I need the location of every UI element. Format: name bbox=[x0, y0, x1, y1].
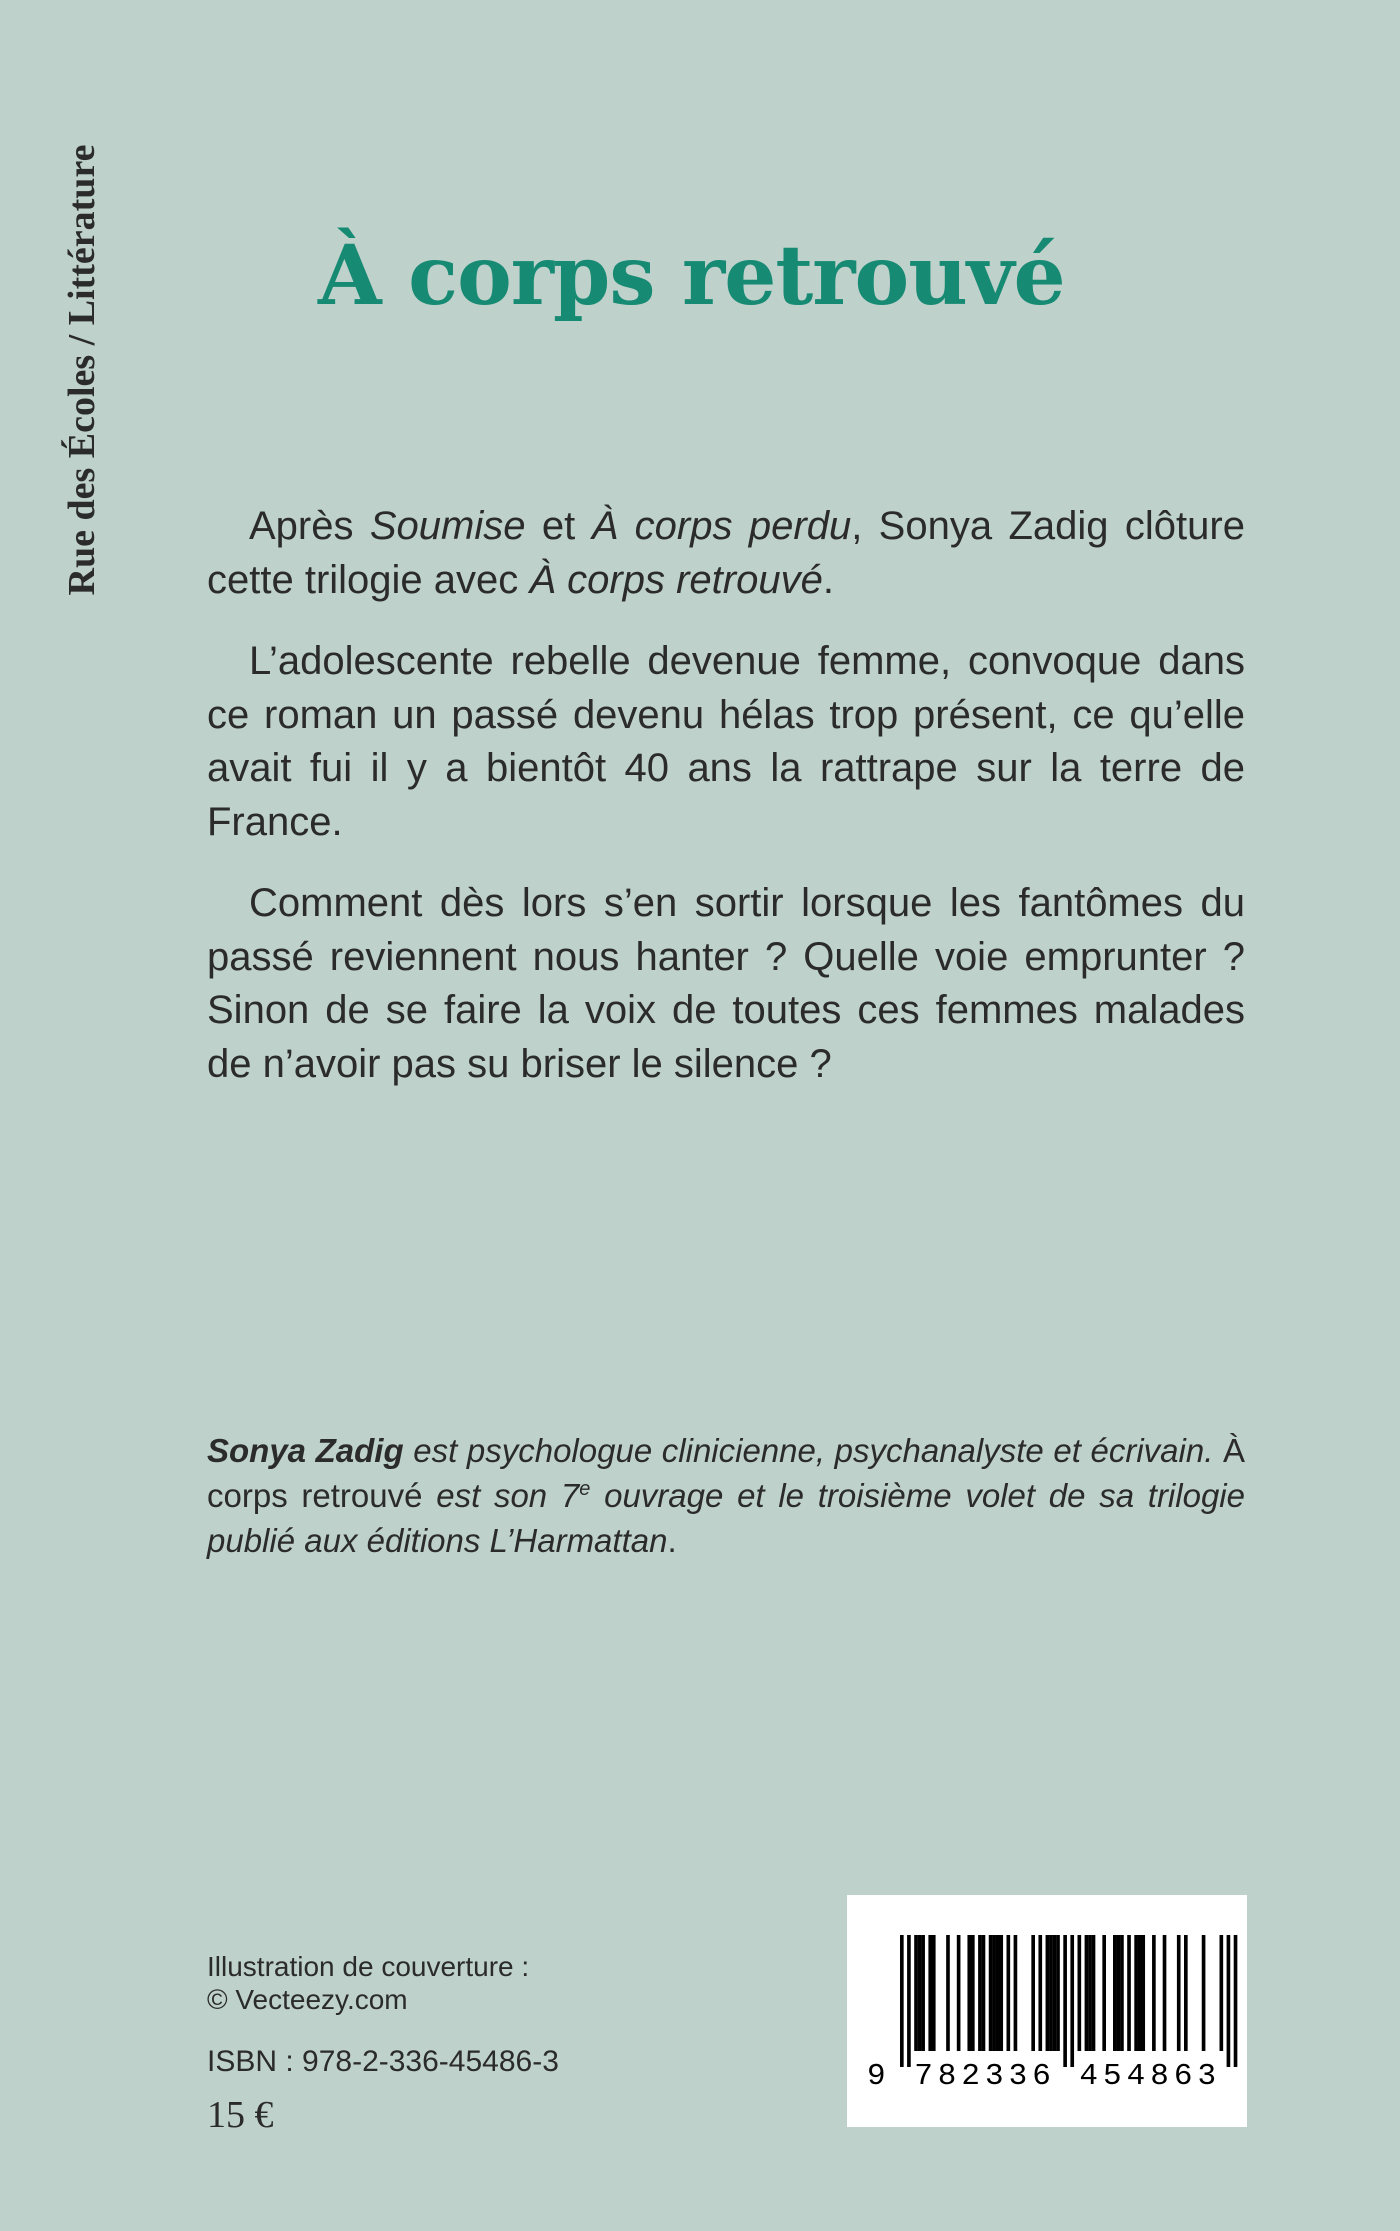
bio-period: . bbox=[667, 1522, 677, 1559]
barcode-bar bbox=[1163, 1935, 1167, 2051]
spine-label bbox=[58, 100, 106, 640]
barcode-bar bbox=[1227, 1935, 1231, 2067]
bio-text: est psychologue clinicienne, psychanalyste et écrivain. bbox=[403, 1432, 1223, 1469]
barcode-bar bbox=[1220, 1935, 1224, 2051]
barcode-bar bbox=[1184, 1935, 1188, 2051]
barcode-bar bbox=[1120, 1935, 1124, 2051]
barcode-bar bbox=[1049, 1935, 1053, 2051]
bio-text: est son 7 bbox=[422, 1477, 580, 1514]
blurb-book-title: À corps retrouvé bbox=[529, 557, 823, 602]
blurb-paragraph-3: Comment dès lors s’en sortir lorsque les fantômes du passé reviennent nous hanter ? Quelle voie emprunter ? Sinon de se faire la voix de toutes ces femmes malades de n’avoir pas su briser le silence ? bbox=[207, 881, 1245, 1086]
barcode-bar bbox=[946, 1935, 950, 2051]
blurb-text: . bbox=[822, 557, 834, 602]
isbn: ISBN : 978-2-336-45486-3 bbox=[207, 2045, 559, 2078]
barcode-bar bbox=[1202, 1935, 1206, 2051]
barcode-bar bbox=[1014, 1935, 1018, 2051]
author-name: Sonya Zadig bbox=[207, 1432, 404, 1469]
barcode-bar bbox=[996, 1935, 1000, 2051]
barcode-bar bbox=[1102, 1935, 1106, 2051]
barcode-bar bbox=[1117, 1935, 1121, 2051]
blurb-book-title: À corps perdu bbox=[591, 504, 852, 548]
cover-credits bbox=[207, 1950, 529, 2016]
barcode-bar bbox=[1177, 1935, 1181, 2051]
barcode-bar bbox=[932, 1935, 936, 2051]
barcode-bar bbox=[1038, 1935, 1042, 2051]
collection-name: Rue des Écoles / Littérature bbox=[61, 144, 103, 596]
barcode-bar bbox=[989, 1935, 993, 2051]
barcode-digits: 9 782336 454863 bbox=[867, 2059, 1222, 2094]
barcode-bar bbox=[1031, 1935, 1035, 2051]
price: 15 € bbox=[207, 2094, 274, 2136]
barcode-bar bbox=[957, 1935, 961, 2051]
blurb-text: Après bbox=[249, 504, 370, 548]
barcode-bar bbox=[1070, 1935, 1074, 2067]
book-blurb bbox=[207, 500, 1245, 1119]
barcode-bar bbox=[978, 1935, 982, 2051]
barcode-bar bbox=[1007, 1935, 1011, 2051]
barcode-bar bbox=[1234, 1935, 1238, 2067]
barcode-bar bbox=[1141, 1935, 1145, 2051]
barcode-bar bbox=[1113, 1935, 1117, 2051]
barcode-bar bbox=[967, 1935, 971, 2051]
barcode-bar bbox=[921, 1935, 925, 2051]
barcode-bar bbox=[1088, 1935, 1092, 2051]
barcode-bar bbox=[907, 1935, 911, 2067]
barcode-bar bbox=[900, 1935, 904, 2067]
barcode-bar bbox=[1138, 1935, 1142, 2051]
book-title: À corps retrouvé bbox=[318, 228, 1065, 324]
barcode-bar bbox=[1063, 1935, 1067, 2067]
bio-book-title: À corps retrouvé bbox=[207, 1432, 1245, 1514]
bio-text: ouvrage et le troisième volet de sa trilogie publié aux éditions L’Harmattan bbox=[207, 1477, 1245, 1559]
barcode-bar bbox=[1092, 1935, 1096, 2051]
ordinal-superscript: e bbox=[579, 1478, 591, 1500]
credit-line-2: © Vecteezy.com bbox=[207, 1984, 408, 2015]
author-bio bbox=[207, 1428, 1245, 1563]
barcode-bar bbox=[1056, 1935, 1060, 2051]
barcode-bar bbox=[1127, 1935, 1131, 2051]
barcode-bar bbox=[992, 1935, 996, 2051]
blurb-text: et bbox=[525, 504, 592, 548]
blurb-paragraph-2: L’adolescente rebelle devenue femme, convoque dans ce roman un passé devenu hélas trop présent, ce qu’elle avait fui il y a bientôt 40 ans la rattrape sur la terre de France. bbox=[207, 639, 1245, 844]
barcode-bar bbox=[914, 1935, 918, 2051]
blurb-text: , Sonya Zadig clôture cette trilogie avec bbox=[207, 504, 1245, 602]
credit-line-1: Illustration de couverture : bbox=[207, 1951, 530, 1982]
barcode-bar bbox=[999, 1935, 1003, 2051]
blurb-paragraph-1 bbox=[207, 500, 1245, 607]
barcode-bar bbox=[982, 1935, 986, 2051]
barcode-bar bbox=[971, 1935, 975, 2051]
blurb-book-title: Soumise bbox=[369, 504, 526, 548]
barcode-bar bbox=[928, 1935, 932, 2051]
barcode-bar bbox=[1085, 1935, 1089, 2051]
barcode-bar bbox=[1152, 1935, 1156, 2051]
barcode-bar bbox=[1134, 1935, 1138, 2051]
barcode-bar bbox=[1046, 1935, 1050, 2051]
barcode bbox=[847, 1895, 1247, 2127]
barcode-bar bbox=[1053, 1935, 1057, 2051]
barcode-bar bbox=[918, 1935, 922, 2051]
barcode-bar bbox=[1078, 1935, 1082, 2051]
